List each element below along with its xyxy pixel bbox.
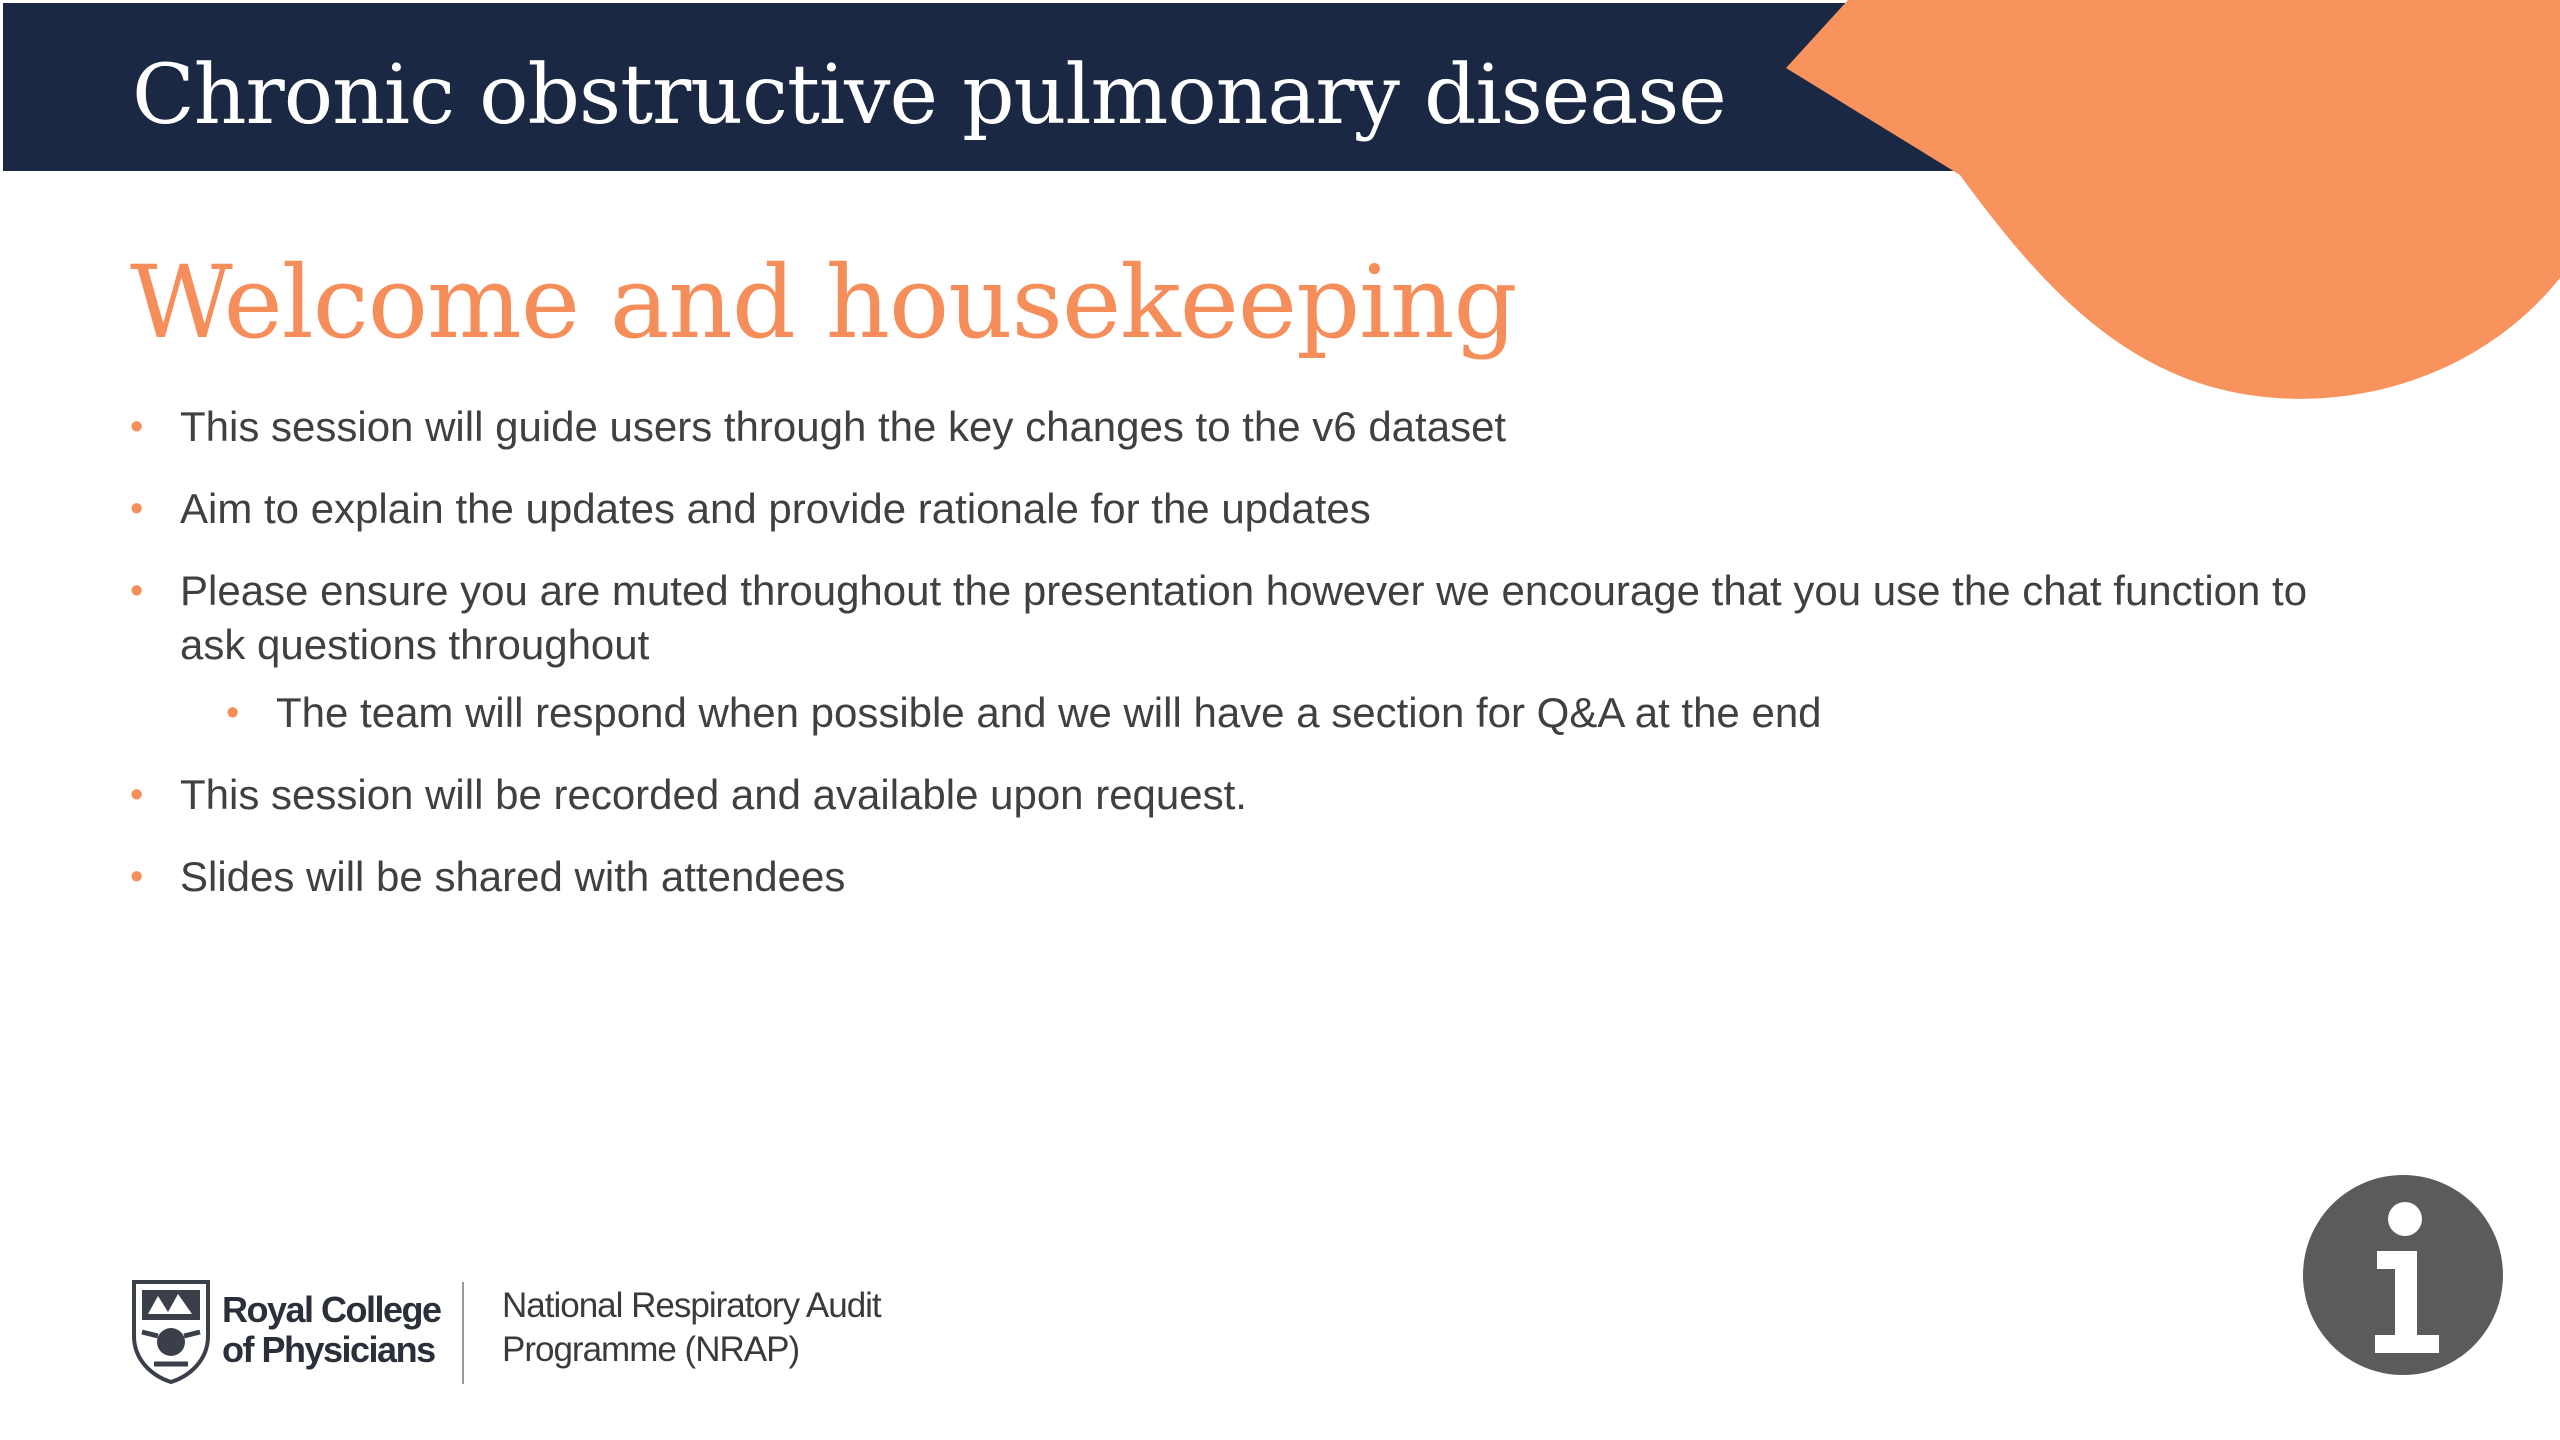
header-title: Chronic obstructive pulmonary disease <box>132 48 1726 143</box>
rcp-logo <box>128 1276 441 1384</box>
org-line-1: Royal College <box>222 1289 441 1330</box>
bullet-item: • Aim to explain the updates and provide rationale for the updates <box>130 482 2350 536</box>
slide-heading: Welcome and housekeeping <box>130 244 1517 361</box>
footer-divider <box>462 1282 464 1384</box>
sub-bullet-item: • The team will respond when possible and we will have a section for Q&A at the end <box>226 686 2350 740</box>
programme-line-1: National Respiratory Audit <box>502 1286 881 1325</box>
programme-line-2: Programme (NRAP) <box>502 1330 800 1369</box>
bullet-item: • Slides will be shared with attendees <box>130 850 2350 904</box>
rcp-wordmark <box>222 1290 441 1370</box>
org-line-2: of Physicians <box>222 1329 435 1370</box>
bullet-item: • Please ensure you are muted throughout the presentation however we encourage that you use the chat function to ask questions throughout <box>130 564 2350 672</box>
info-button[interactable] <box>2303 1175 2503 1375</box>
bullet-item: • This session will be recorded and available upon request. <box>130 768 2350 822</box>
crest-icon <box>128 1276 214 1384</box>
programme-name <box>502 1284 881 1372</box>
bullet-list <box>130 400 2350 932</box>
info-icon <box>2303 1175 2503 1375</box>
bullet-item: • This session will guide users through the key changes to the v6 dataset <box>130 400 2350 454</box>
